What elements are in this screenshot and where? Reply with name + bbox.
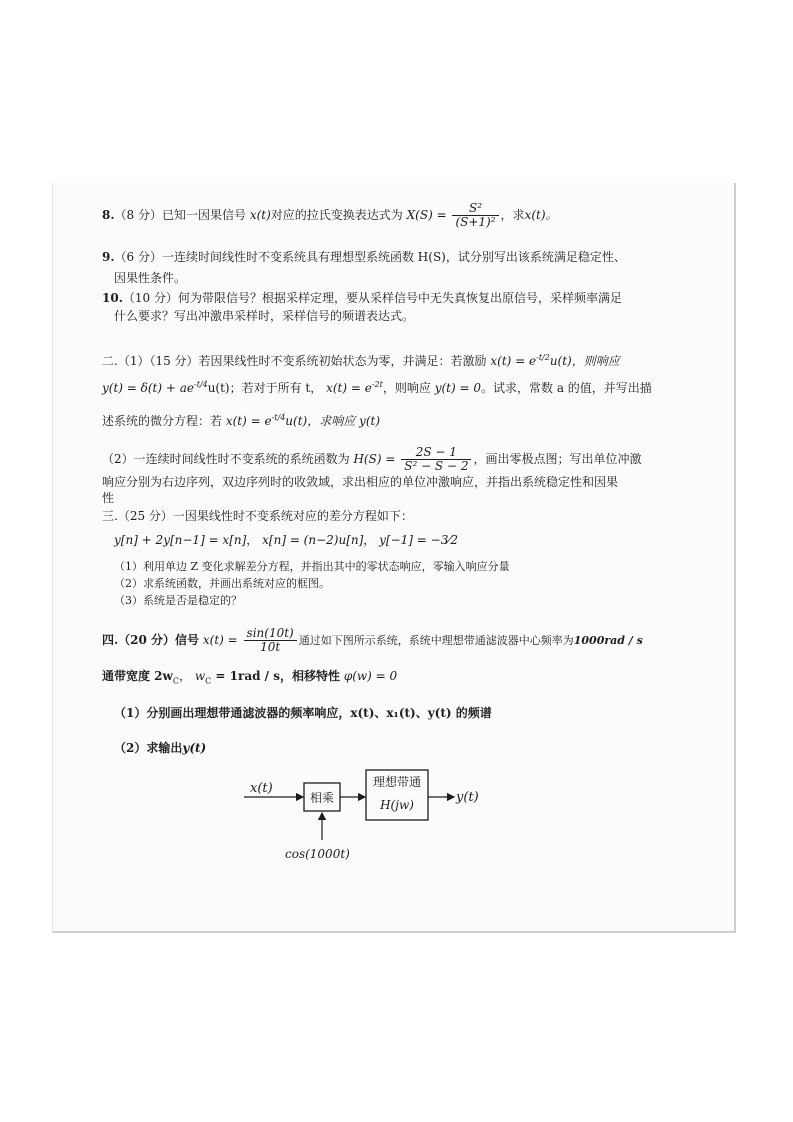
part-3-item-1: （1）利用单边 Z 变化求解差分方程，并指出其中的零状态响应，零输入响应分量 [114,560,510,573]
q10-number: 10. [102,291,123,305]
part-2-line-5: 响应分别为右边序列，双边序列时的收敛域，求出相应的单位冲激响应，并指出系统稳定性和因果 [102,475,619,489]
part4-signal-denominator: 10t [260,640,281,654]
part2-response: y(t) = δ(t) + ae [102,381,194,395]
part3-initial-condition: y[−1] = −3⁄2 [379,533,458,547]
part-4-item-1: （1）分别画出理想带通滤波器的频率响应，x(t)、x₁(t)、y(t) 的频谱 [114,706,492,720]
part2-transfer-fraction [401,446,471,473]
part4-line-2-csub: C [205,676,212,686]
diagram-multiplier-label: 相乘 [309,791,335,805]
part4-signal-lhs: x(t) = [202,633,238,647]
part4-line-2-a: 通带宽度 2w [102,669,173,683]
part-3-item-2: （2）求系统函数，并画出系统对应的框图。 [114,577,330,590]
part2-transfer-lhs: H(S) = [353,452,396,466]
part4-line-2-b: ， [178,669,191,683]
part4-signal-fraction [244,627,297,654]
q8-denominator: (S+1)² [455,215,496,229]
part2-transfer-denominator: S² − S − 2 [404,459,469,473]
part3-sep-1: ， [246,533,259,547]
part2-transfer-numerator: 2S − 1 [401,446,471,460]
part-3-item-3: （3）系统是否是稳定的？ [114,594,242,607]
part-3-equations [114,532,458,548]
part-3-heading: 三.（25 分）一因果线性时不变系统对应的差分方程如下： [102,509,413,523]
part2-line-1-c: u(t)，则响应 [549,354,620,368]
q8-tail: x(t)。 [524,208,558,222]
part4-item-2-b: y(t) [182,741,207,755]
q8-text-a: 已知一因果信号 [161,208,246,222]
q8-text-b: 对应的拉氏变换表达式为 [270,208,403,222]
part2-line-2-b: u(t)；若对于所有 t， [207,381,323,395]
question-10-line-1 [102,290,622,306]
q8-text-c: ，求 [500,208,525,222]
diagram-filter-label-1: 理想带通 [372,775,422,789]
part2-line-2-exp2: -2t [371,380,383,389]
part2-line-3-b: x(t) = e [225,414,272,428]
diagram-carrier-label: cos(1000t) [285,847,350,861]
q8-laplace-lhs: X(S) = [406,208,447,222]
part-2-line-1 [102,350,620,369]
part3-sep-2: ， [363,533,376,547]
part2-line-2-c: x(t) = e [326,381,372,395]
part2-line-2-d: ，则响应 [382,381,431,395]
part-2-line-4 [102,446,642,473]
question-10-line-2: 什么要求？写出冲激串采样时，采样信号的频谱表达式。 [114,309,415,323]
part4-item-2-a: （2）求输出 [114,741,183,755]
part4-line-2-d: = 1rad / s，相移特性 [211,669,340,683]
part-2-line-2 [102,377,652,396]
part2-line-1-a: 二.（1）（15 分）若因果线性时不变系统初始状态为零，并满足：若激励 [102,354,487,368]
part4-line-2-sub: C [172,676,179,686]
q8-numerator: S² [452,202,498,216]
part2-excitation-exp: -t/2 [536,353,550,362]
part2-line-4-a: （2）一连续时间线性时不变系统的系统函数为 [102,452,350,466]
q8-points: （8 分） [114,208,162,222]
diagram-input-label: x(t) [250,781,273,796]
part4-line-2-c: w [194,669,206,683]
part2-line-3-d: y(t) [359,414,381,428]
part2-line-2-f: 。试求，常数 a 的值，并写出描 [481,381,652,395]
part2-line-2-e: y(t) = 0 [434,381,481,395]
part2-line-3-a: 述系统的微分方程：若 [102,414,223,428]
part-2-line-6: 性 [102,491,115,505]
part-2-line-3 [102,410,380,429]
q9-line-1-text: （6 分）一连续时间线性时不变系统具有理想型系统函数 H(S)，试分别写出该系统满足稳定性、 [114,250,626,264]
q8-signal: x(t) [249,208,271,222]
question-9-line-2: 因果性条件。 [114,271,187,285]
q8-number: 8. [102,208,115,222]
part4-signal-numerator: sin(10t) [244,627,297,641]
q8-fraction [452,202,498,229]
part4-lead-b: 通过如下图所示系统，系统中理想带通滤波器中心频率为 [298,634,574,647]
question-8 [102,202,558,229]
part-4-line-2 [102,668,397,689]
part3-input: x[n] = (n−2)u[n] [262,533,364,547]
part2-line-4-c: ，画出零极点图；写出单位冲激 [473,452,642,466]
part4-lead-a: 四.（20 分）信号 [102,633,200,647]
part-4-line-1 [102,627,643,654]
part-4-item-2 [114,740,206,756]
q10-line-1-text: （10 分）何为带限信号？根据采样定理，要从采样信号中无失真恢复出原信号，采样频率满足 [122,291,622,305]
part2-excitation: x(t) = e [490,354,537,368]
part4-phase: φ(w) = 0 [343,669,398,683]
part4-center-frequency: 1000rad / s [573,634,643,647]
diagram-output-label: y(t) [456,790,479,805]
part2-line-3-c: u(t)，求响应 [285,414,356,428]
question-9-line-1 [102,249,626,265]
q9-number: 9. [102,250,115,264]
part3-difference-equation: y[n] + 2y[n−1] = x[n] [114,533,247,547]
part2-line-3-exp: -t/4 [271,413,286,422]
part2-response-exp: -t/4 [194,380,208,389]
diagram-filter-label-2: H(jw) [380,798,414,812]
